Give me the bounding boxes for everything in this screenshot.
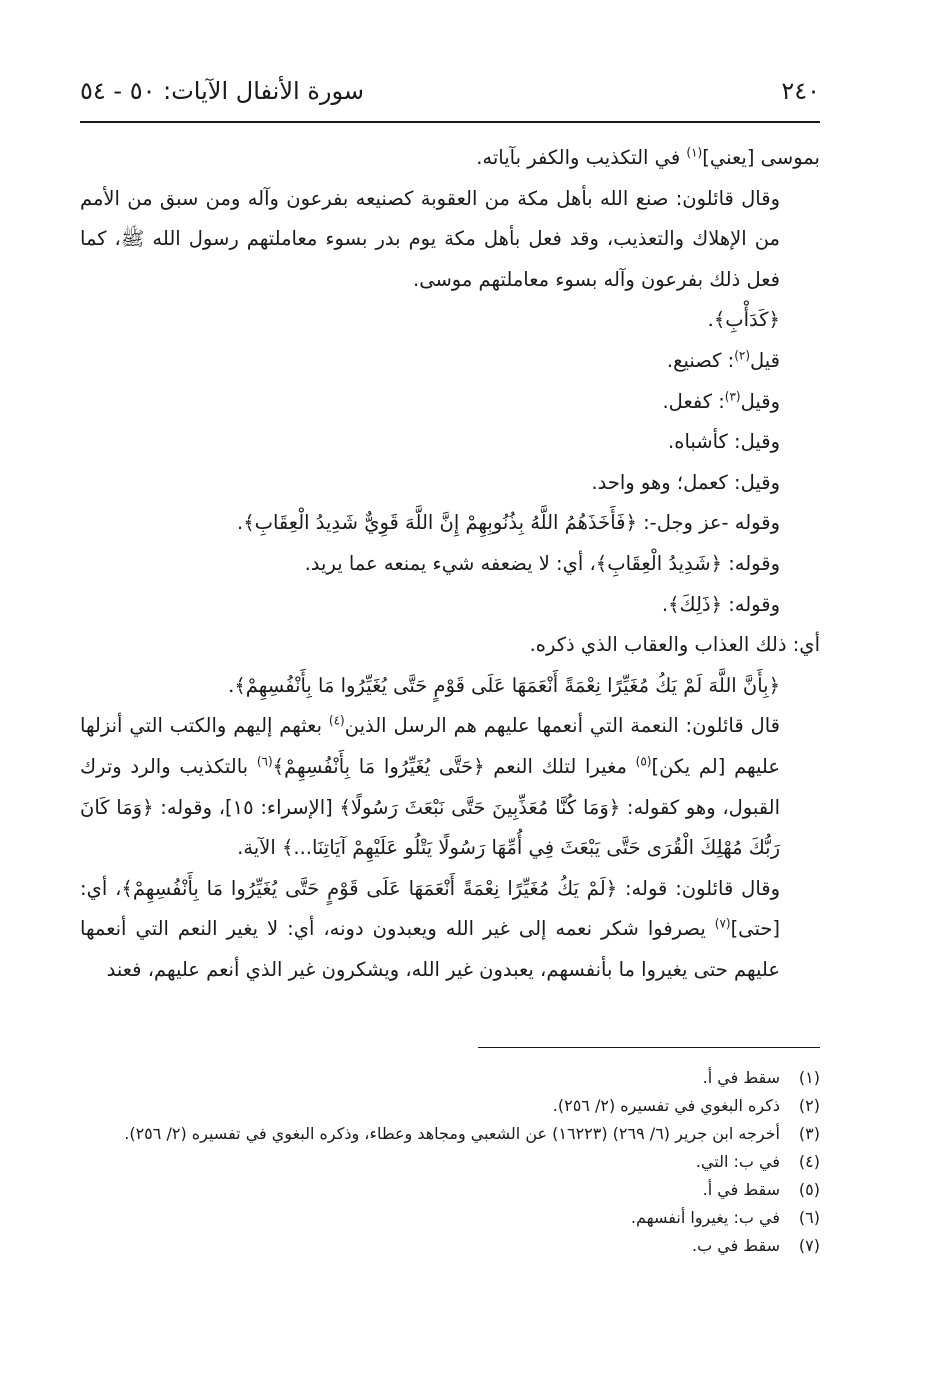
paragraph: وقيل: كأشباه. (668, 430, 780, 454)
paragraph: قيل$^{(٢)}$: كصنيع. (666, 348, 780, 372)
footnote-item: (٤) في ب: التي. (695, 1152, 820, 1171)
footnote-item: (٢) ذكره البغوي في تفسيره (٢/ ٢٥٦). (552, 1096, 820, 1115)
paragraph: وقوله: ﴿شَدِيدُ الْعِقَابِ﴾، أي: لا يضعفه شيء يمنعه عما يريد. (304, 551, 780, 575)
paragraph: وقيل: كعمل؛ وهو واحد. (591, 470, 780, 494)
paragraph: وقال قائلون: صنع الله بأهل مكة من العقوبة كصنيعه بفرعون وآله ومن سبق من الأمم من الإهلاك والتعذيب، وقد فعل بأهل مكة يوم بدر بسوء معاملتهم رسول الله ﷺ، كما فعل ذلك بفرعون وآله بسوء معاملتهم موسى. (80, 186, 780, 291)
running-title: سورة الأنفال الآيات: ٥٠ - ٥٤ (80, 77, 364, 105)
page-number: ٢٤٠ (781, 77, 820, 105)
footnote-item: (١) سقط في أ. (702, 1068, 820, 1087)
quran-quote: ﴿بِأَنَّ اللَّهَ لَمْ يَكُ مُغَيِّرًا نِعْمَةً أَنْعَمَهَا عَلَى قَوْمٍ حَتَّى يُغَيِّرُوا مَا بِأَنْفُسِهِمْ﴾. (228, 673, 780, 697)
footnote-ref: (٥) (635, 754, 652, 769)
footnote-item: (٧) سقط في ب. (692, 1236, 820, 1255)
paragraph: أي: ذلك العذاب والعقاب الذي ذكره. (529, 633, 820, 657)
quran-quote: ﴿كَدَأْبِ﴾. (707, 308, 780, 332)
paragraph: وقيل$^{(٣)}$: كفعل. (662, 389, 780, 413)
footnote-divider (478, 1047, 820, 1048)
footnote-ref: (٢) (734, 348, 751, 363)
footnote-item: (٥) سقط في أ. (702, 1180, 820, 1199)
footnotes (80, 1064, 820, 1260)
footnote-ref: (٤) (328, 713, 345, 728)
footnote-ref: (٦) (256, 754, 273, 769)
paragraph: وقوله: ﴿ذَلِكَ﴾. (661, 592, 780, 616)
paragraph: وقال قائلون: قوله: ﴿لَمْ يَكُ مُغَيِّرًا نِعْمَةً أَنْعَمَهَا عَلَى قَوْمٍ حَتَّى يُغَيِّرُوا مَا بِأَنْفُسِهِمْ﴾، أي: [حتى]$^{(٧)}$ يصرفوا شكر نعمه إلى غير الله ويعبدون دونه، أي: لا يغير النعم التي أنعمها عليهم حتى يغيروا ما بأنفسهم، يعبدون غير الله، ويشكرون غير الذي أنعم عليهم، فعند (80, 876, 780, 981)
paragraph: قال قائلون: النعمة التي أنعمها عليهم هم الرسل الذين$^{(٤)}$ بعثهم إليهم والكتب التي أنزلها عليهم [لم يكن]$^{(٥)}$ مغيرا لتلك النعم ﴿حَتَّى يُغَيِّرُوا مَا بِأَنْفُسِهِمْ﴾$^{(٦)}$ بالتكذيب والرد وترك القبول، وهو كقوله: ﴿وَمَا كُنَّا مُعَذِّبِينَ حَتَّى نَبْعَثَ رَسُولًا﴾ [الإسراء: ١٥]، وقوله: ﴿وَمَا كَانَ رَبُّكَ مُهْلِكَ الْقُرَى حَتَّى يَبْعَثَ فِي أُمِّهَا رَسُولًا يَتْلُو عَلَيْهِمْ آيَاتِنَا...﴾ الآية. (80, 713, 781, 860)
page-header (80, 66, 820, 116)
footnote-ref: (١) (686, 145, 703, 160)
footnote-item: (٦) في ب: يغيروا أنفسهم. (630, 1208, 820, 1227)
footnote-ref: (٣) (724, 389, 741, 404)
paragraph: بموسى [يعني]$^{(١)}$ في التكذيب والكفر بآياته. (476, 145, 820, 169)
header-divider (80, 121, 820, 123)
main-text (80, 138, 820, 990)
footnote-item: (٣) أخرجه ابن جرير (٦/ ٢٦٩) (١٦٢٢٣) عن الشعبي ومجاهد وعطاء، وذكره البغوي في تفسيره (٢/ ٢٥٦). (124, 1124, 820, 1143)
footnote-ref: (٧) (714, 916, 731, 931)
paragraph: وقوله -عز وجل-: ﴿فَأَخَذَهُمُ اللَّهُ بِذُنُوبِهِمْ إِنَّ اللَّهَ قَوِيٌّ شَدِيدُ الْعِقَابِ﴾. (237, 511, 780, 535)
